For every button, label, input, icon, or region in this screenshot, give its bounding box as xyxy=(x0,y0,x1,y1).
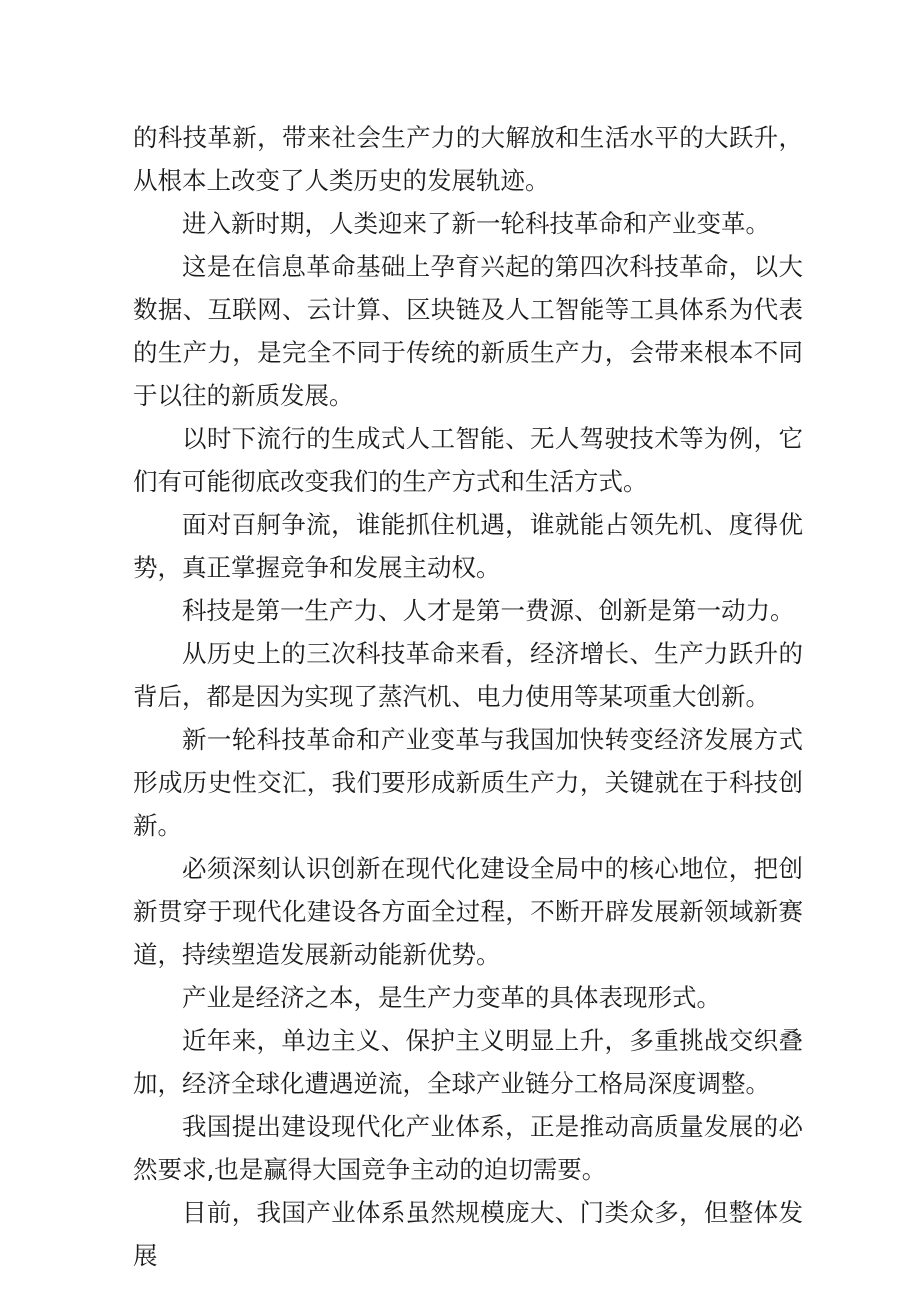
paragraph: 近年来，单边主义、保护主义明显上升，多重挑战交织叠加，经济全球化遭遇逆流，全球产业链分工格局深度调整。 xyxy=(133,1026,803,1098)
paragraph: 进入新时期，人类迎来了新一轮科技革命和产业变革。 xyxy=(182,209,770,238)
paragraph: 从历史上的三次科技革命来看，经济增长、生产力跃升的背后，都是因为实现了蒸汽机、电力使用等某项重大创新。 xyxy=(133,639,803,711)
paragraph: 目前，我国产业体系虽然规模庞大、门类众多，但整体发展 xyxy=(133,1198,803,1270)
paragraph: 面对百舸争流，谁能抓住机遇，谁就能占领先机、度得优势，真正掌握竞争和发展主动权。 xyxy=(133,510,803,582)
paragraph-continuation: 的科技革新，带来社会生产力的大解放和生活水平的大跃升，从根本上改变了人类历史的发展轨迹。 xyxy=(133,123,803,195)
document-body xyxy=(133,116,803,1277)
paragraph: 产业是经济之本，是生产力变革的具体表现形式。 xyxy=(182,983,721,1012)
paragraph: 新一轮科技革命和产业变革与我国加快转变经济发展方式形成历史性交汇，我们要形成新质生产力，关键就在于科技创新。 xyxy=(133,725,803,840)
paragraph: 我国提出建设现代化产业体系，正是推动高质量发展的必然要求,也是赢得大国竞争主动的迫切需要。 xyxy=(133,1112,803,1184)
paragraph: 以时下流行的生成式人工智能、无人驾驶技术等为例，它们有可能彻底改变我们的生产方式和生活方式。 xyxy=(133,424,803,496)
paragraph: 科技是第一生产力、人才是第一费源、创新是第一动力。 xyxy=(182,596,795,625)
paragraph: 这是在信息革命基础上孕育兴起的第四次科技革命，以大数据、互联网、云计算、区块链及人工智能等工具体系为代表的生产力，是完全不同于传统的新质生产力，会带来根本不同于以往的新质发展。 xyxy=(133,252,803,410)
paragraph: 必须深刻认识创新在现代化建设全局中的核心地位，把创新贯穿于现代化建设各方面全过程，不断开辟发展新领域新赛道，持续塑造发展新动能新优势。 xyxy=(133,854,803,969)
